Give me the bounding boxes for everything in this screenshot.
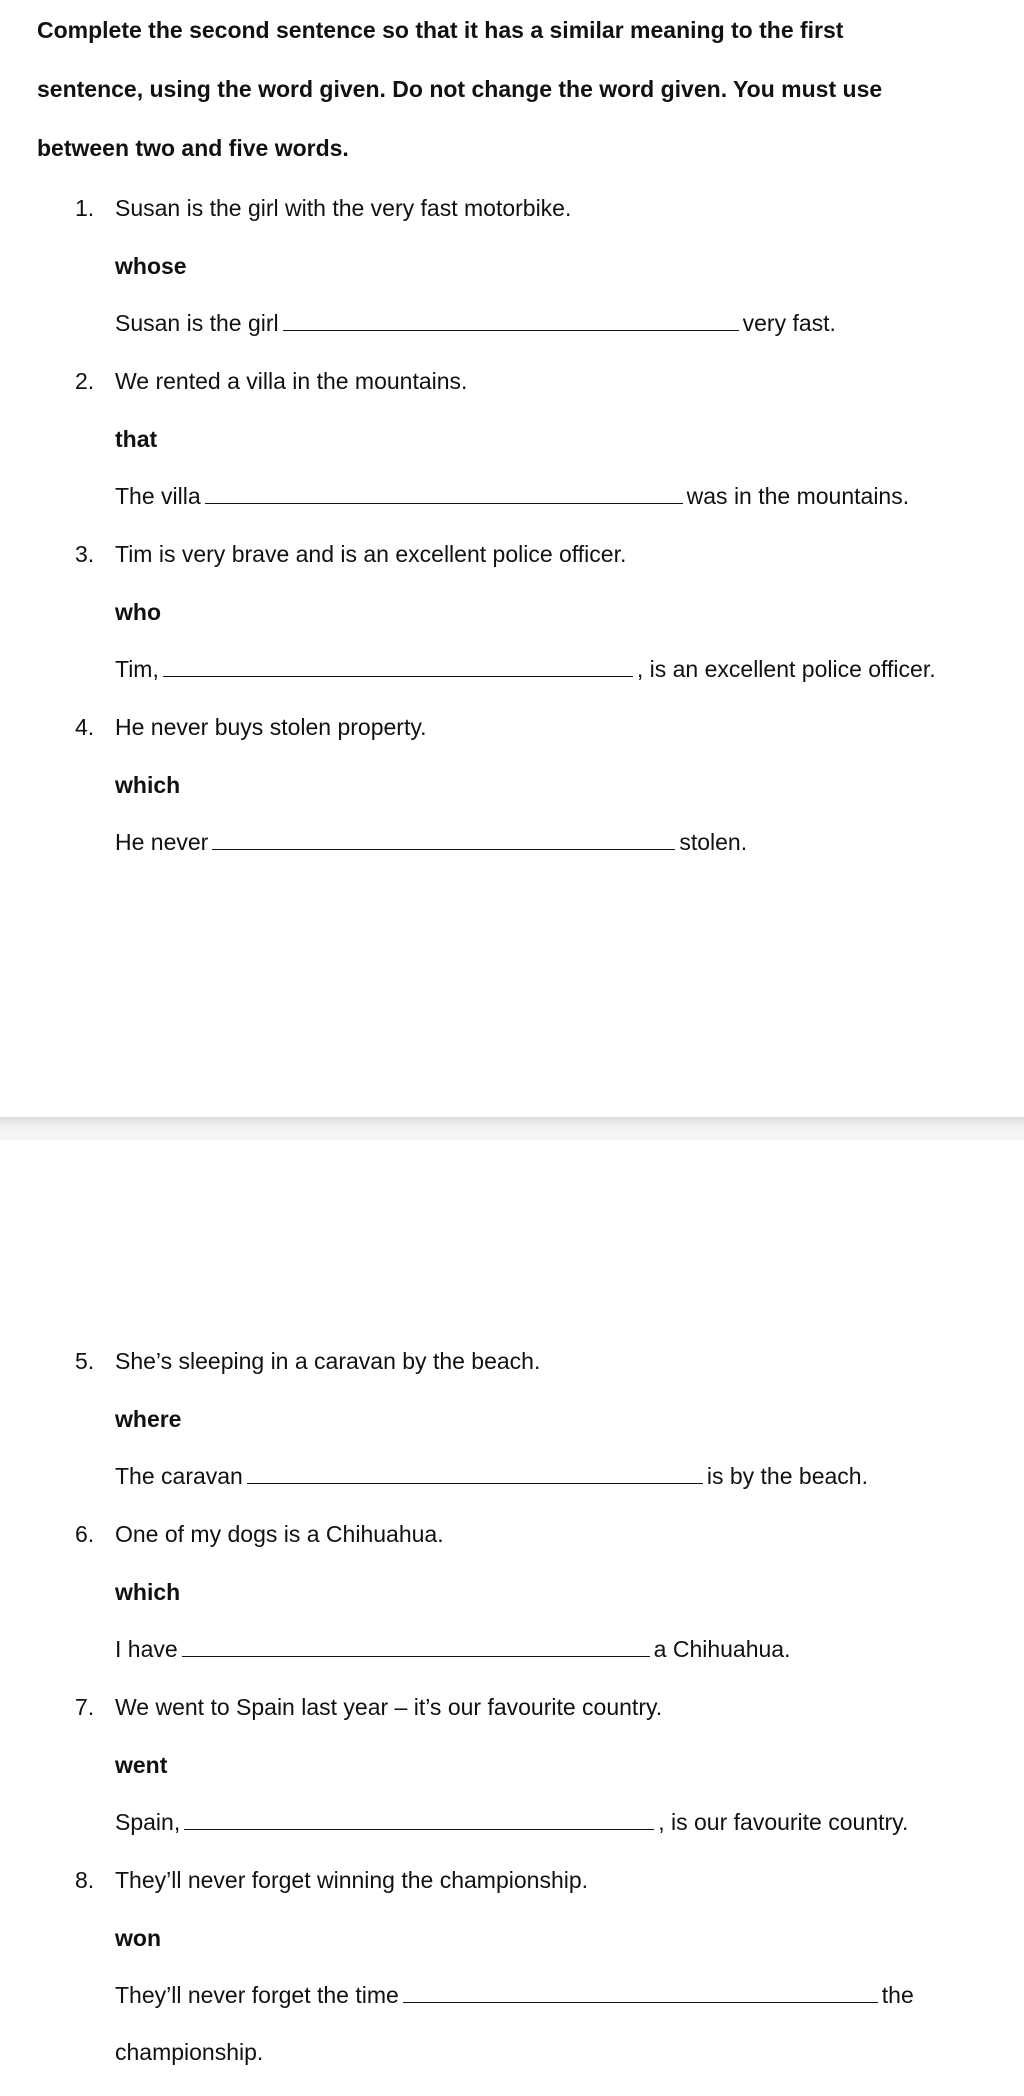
answer-blank[interactable] <box>283 309 739 331</box>
answer-prefix: They’ll never forget the time <box>115 1982 399 2008</box>
answer-suffix: a Chihuahua. <box>653 1636 791 1662</box>
answer-blank[interactable] <box>205 482 683 504</box>
answer-prefix: The caravan <box>115 1463 243 1489</box>
answer-blank[interactable] <box>403 1981 878 2003</box>
answer-continuation: championship. <box>115 2039 264 2065</box>
instructions-line-3: between two and five words. <box>37 135 349 161</box>
answer-blank[interactable] <box>212 828 675 850</box>
original-sentence: One of my dogs is a Chihuahua. <box>115 1521 444 1547</box>
answer-suffix: , is our favourite country. <box>658 1809 909 1835</box>
worksheet-page-2 <box>0 1140 1024 2091</box>
given-word: which <box>115 772 181 798</box>
answer-sentence <box>115 1981 1015 2009</box>
page-break <box>0 1117 1024 1140</box>
original-sentence: They’ll never forget winning the championship. <box>115 1867 589 1893</box>
item-number: 8. <box>75 1867 95 1893</box>
item-number: 3. <box>75 541 95 567</box>
answer-sentence <box>115 655 1015 683</box>
exercise-item-8 <box>0 1866 1024 2096</box>
answer-prefix: Susan is the girl <box>115 310 279 336</box>
instructions-line-2: sentence, using the word given. Do not change the word given. You must use <box>37 76 883 102</box>
item-number: 5. <box>75 1348 95 1374</box>
answer-blank[interactable] <box>247 1462 703 1484</box>
answer-suffix: , is an excellent police officer. <box>636 656 936 682</box>
answer-sentence <box>115 309 1015 337</box>
answer-suffix: very fast. <box>742 310 836 336</box>
original-sentence: Tim is very brave and is an excellent police officer. <box>115 541 627 567</box>
answer-prefix: Tim, <box>115 656 159 682</box>
answer-blank[interactable] <box>182 1635 650 1657</box>
original-sentence: We rented a villa in the mountains. <box>115 368 468 394</box>
given-word: went <box>115 1752 168 1778</box>
answer-sentence <box>115 1808 1015 1836</box>
answer-suffix: stolen. <box>679 829 748 855</box>
answer-suffix: was in the mountains. <box>686 483 910 509</box>
answer-prefix: He never <box>115 829 209 855</box>
original-sentence: We went to Spain last year – it’s our favourite country. <box>115 1694 663 1720</box>
exercise-item-4 <box>0 713 1024 943</box>
answer-suffix: the <box>881 1982 914 2008</box>
original-sentence: He never buys stolen property. <box>115 714 427 740</box>
instructions-line-1: Complete the second sentence so that it has a similar meaning to the first <box>37 17 844 43</box>
item-number: 2. <box>75 368 95 394</box>
given-word: whose <box>115 253 187 279</box>
answer-blank[interactable] <box>184 1808 654 1830</box>
answer-sentence <box>115 1462 1015 1490</box>
given-word: who <box>115 599 161 625</box>
item-number: 7. <box>75 1694 95 1720</box>
item-number: 1. <box>75 195 95 221</box>
original-sentence: Susan is the girl with the very fast motorbike. <box>115 195 572 221</box>
given-word: won <box>115 1925 161 1951</box>
given-word: where <box>115 1406 182 1432</box>
answer-prefix: Spain, <box>115 1809 181 1835</box>
given-word: that <box>115 426 158 452</box>
answer-suffix: is by the beach. <box>706 1463 868 1489</box>
given-word: which <box>115 1579 181 1605</box>
answer-prefix: The villa <box>115 483 201 509</box>
answer-sentence <box>115 482 1015 510</box>
item-number: 4. <box>75 714 95 740</box>
original-sentence: She’s sleeping in a caravan by the beach. <box>115 1348 541 1374</box>
item-number: 6. <box>75 1521 95 1547</box>
answer-sentence <box>115 828 1015 856</box>
answer-sentence <box>115 1635 1015 1663</box>
answer-blank[interactable] <box>163 655 633 677</box>
answer-prefix: I have <box>115 1636 178 1662</box>
